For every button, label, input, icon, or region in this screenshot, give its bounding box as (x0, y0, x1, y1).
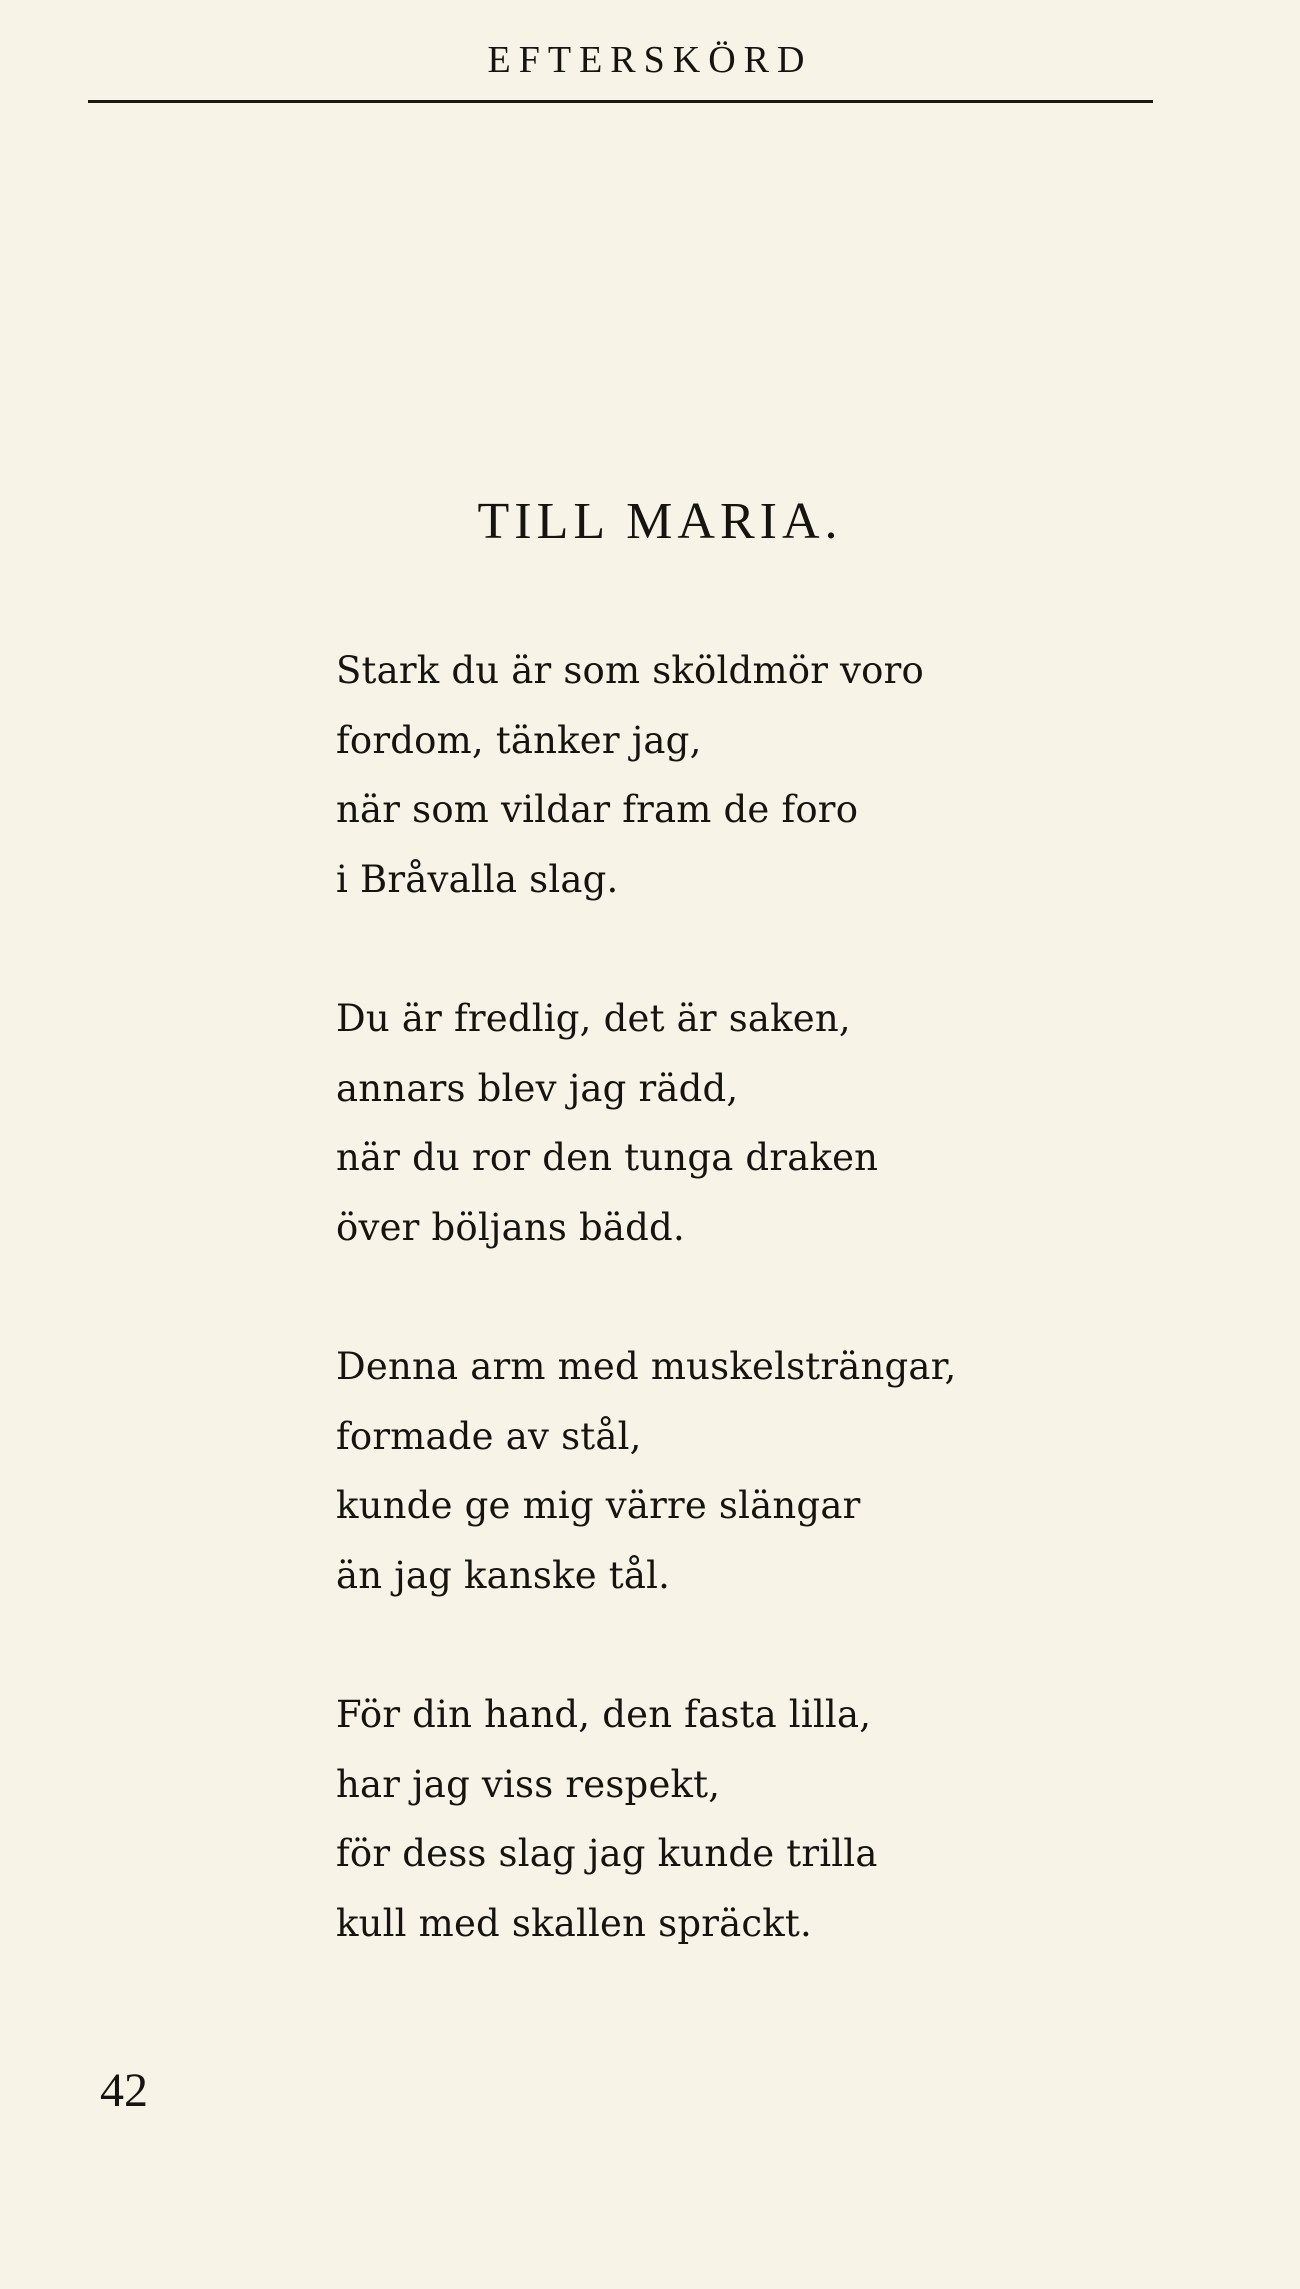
stanza-3 (336, 1332, 1236, 1610)
poem-line: kunde ge mig värre slängar (336, 1484, 861, 1527)
poem-body (336, 636, 1236, 2028)
running-header: EFTERSKÖRD (487, 39, 813, 81)
poem-line: formade av stål, (336, 1414, 642, 1458)
poem-line: när som vildar fram de foro (336, 788, 859, 831)
poem-line: för dess slag jag kunde trilla (336, 1832, 878, 1875)
poem-line: fordom, tänker jag, (336, 718, 702, 762)
poem-line: kull med skallen spräckt. (336, 1901, 812, 1945)
poem-line: annars blev jag rädd, (336, 1066, 739, 1110)
poem-line: än jag kanske tål. (336, 1553, 671, 1597)
page-number: 42 (100, 2064, 148, 2117)
poem-line: Du är fredlig, det är saken, (336, 997, 851, 1040)
poem-title: TILL MARIA. (477, 493, 843, 550)
header-rule (88, 100, 1153, 103)
poem-line: För din hand, den fasta lilla, (336, 1693, 872, 1736)
stanza-2 (336, 984, 1236, 1262)
poem-line: när du ror den tunga draken (336, 1136, 879, 1179)
poem-line: har jag viss respekt, (336, 1762, 721, 1806)
poem-line: över böljans bädd. (336, 1205, 685, 1249)
poem-line: Stark du är som sköldmör voro (336, 649, 924, 692)
poem-line: i Bråvalla slag. (336, 857, 619, 901)
poem-line: Denna arm med muskelsträngar, (336, 1345, 957, 1388)
stanza-1 (336, 636, 1236, 914)
stanza-4 (336, 1680, 1236, 1958)
